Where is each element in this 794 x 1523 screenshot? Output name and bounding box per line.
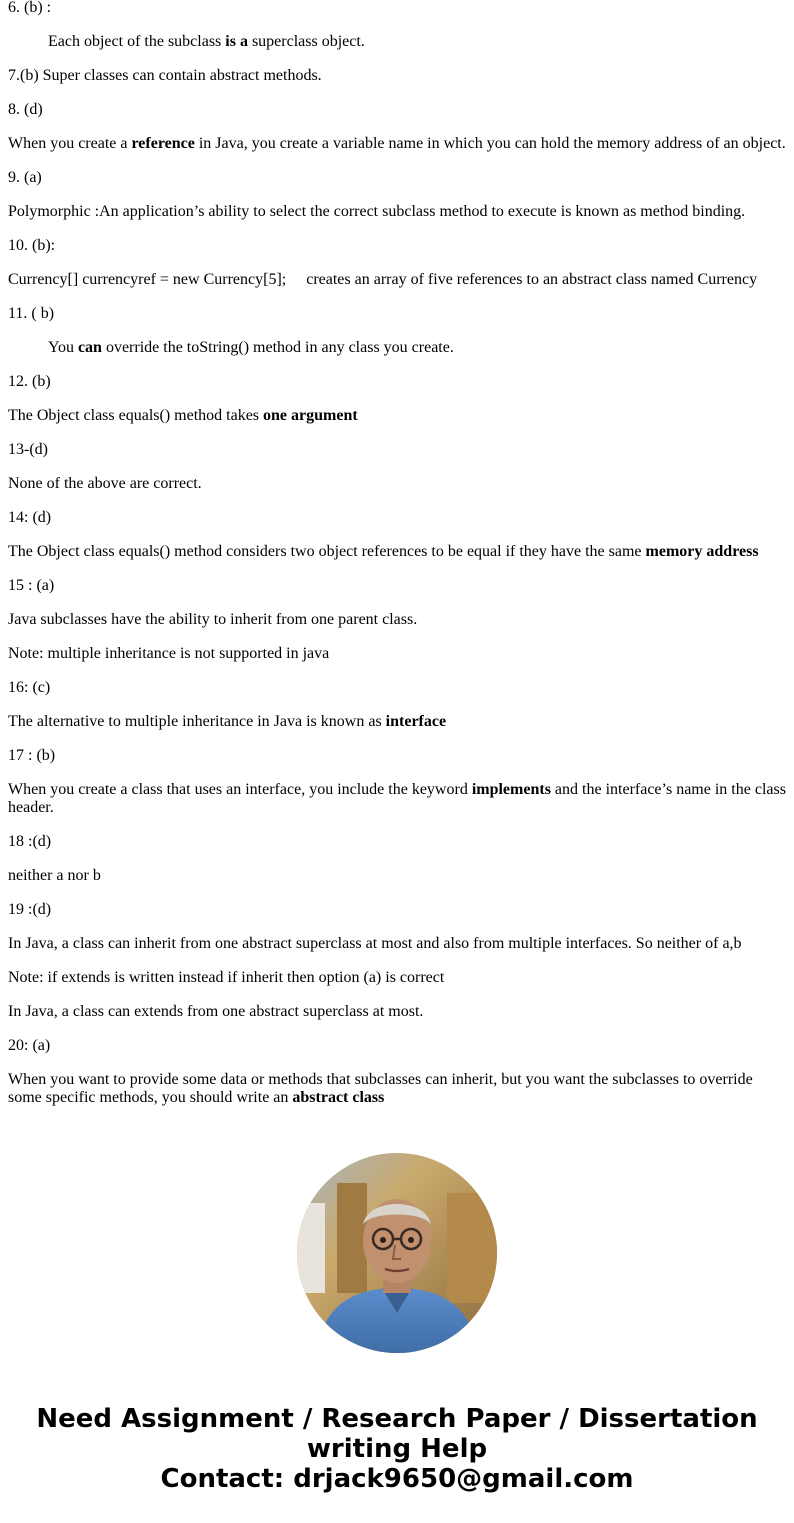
author-portrait-image [297,1153,497,1353]
cta-headline: Need Assignment / Research Paper / Dissertation writing Help [36,1404,758,1464]
answer-19-head: 19 :(d) [8,901,52,918]
answer-6-head: 6. (b) : [8,0,52,16]
author-avatar [297,1153,497,1353]
answer-10-body: Currency[] currencyref = new Currency[5]; creates an array of five references to an abstract class named Currency [8,271,758,288]
answer-6-body: Each object of the subclass is a superclass object. [48,33,365,50]
answer-14-head: 14: (d) [8,509,52,526]
answer-8-head: 8. (d) [8,101,43,118]
answer-13-body: None of the above are correct. [8,475,202,492]
answer-12-head: 12. (b) [8,373,51,390]
answer-11-head: 11. ( b) [8,305,55,322]
answer-19-extra: In Java, a class can extends from one abstract superclass at most. [8,1003,424,1020]
answer-10-head: 10. (b): [8,237,56,254]
answer-15-note: Note: multiple inheritance is not supported in java [8,645,330,662]
answer-9-head: 9. (a) [8,169,42,186]
cta-contact: Contact: drjack9650@gmail.com [160,1464,634,1494]
answer-14-body: The Object class equals() method considers two object references to be equal if they have the same memory address [8,543,759,560]
answer-17-head: 17 : (b) [8,747,56,764]
code-snippet: Currency[] currencyref = new Currency[5]; [8,271,287,288]
answer-16-head: 16: (c) [8,679,51,696]
contact-banner [0,1404,794,1494]
answer-20-head: 20: (a) [8,1037,51,1054]
answer-12-body: The Object class equals() method takes one argument [8,407,358,424]
answer-19-note: Note: if extends is written instead if inherit then option (a) is correct [8,969,445,986]
answer-13-head: 13-(d) [8,441,48,458]
answer-19-body: In Java, a class can inherit from one abstract superclass at most and also from multiple interfaces. So neither of a,b [8,935,742,952]
answer-11-body: You can override the toString() method in any class you create. [48,339,454,356]
answer-7: 7.(b) Super classes can contain abstract methods. [8,67,322,84]
answer-8-body: When you create a reference in Java, you create a variable name in which you can hold the memory address of an object. [8,135,786,152]
answer-16-body: The alternative to multiple inheritance in Java is known as interface [8,713,447,730]
answer-list [8,0,788,1123]
answer-15-head: 15 : (a) [8,577,55,594]
answer-20-body: When you want to provide some data or methods that subclasses can inherit, but you want the subclasses to override some specific methods, you should write an abstract class [8,1071,753,1106]
answer-18-body: neither a nor b [8,867,101,884]
answer-18-head: 18 :(d) [8,833,52,850]
answer-15-body: Java subclasses have the ability to inherit from one parent class. [8,611,418,628]
answer-9-body: Polymorphic :An application’s ability to select the correct subclass method to execute is known as method binding. [8,203,746,220]
answer-17-body: When you create a class that uses an interface, you include the keyword implements and the interface’s name in the class header. [8,781,786,816]
